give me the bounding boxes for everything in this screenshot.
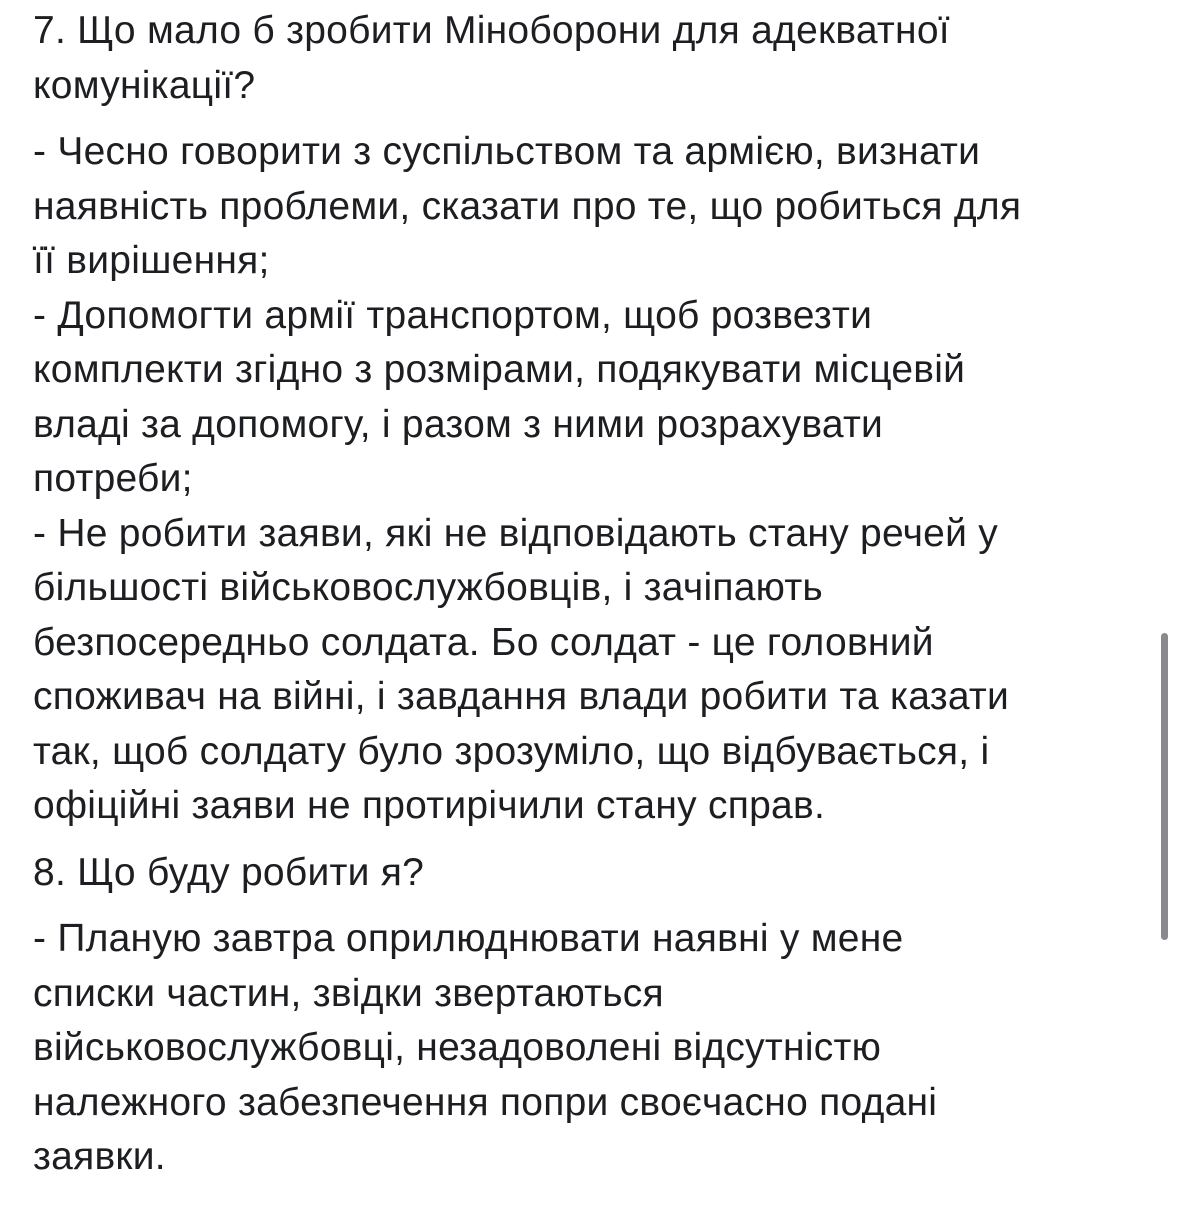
text-line: військовослужбовці, незадоволені відсутністю — [33, 1026, 882, 1069]
text-line: її вирішення; — [33, 239, 270, 282]
text-line: споживач на війні, і завдання влади робити та казати — [33, 675, 1010, 718]
text-line: - Не робити заяви, які не відповідають стану речей у — [33, 511, 998, 555]
text-line: - Планую завтра оприлюднювати наявні у мене — [33, 917, 904, 960]
scrollbar-thumb[interactable] — [1161, 633, 1168, 940]
text-line: комплекти згідно з розмірами, подякувати місцевій — [33, 348, 966, 391]
text-line: потреби; — [33, 457, 193, 500]
text-line: комунікації? — [33, 63, 256, 107]
text-line: більшості військовослужбовців, і зачіпають — [33, 566, 824, 609]
text-line: наявність проблеми, сказати про те, що робиться для — [33, 184, 1022, 228]
text-line: 8. Що буду робити я? — [33, 850, 425, 894]
text-line: списки частин, звідки звертаються — [33, 971, 664, 1015]
text-line: безпосередньо солдата. Бо солдат - це головний — [33, 620, 934, 664]
text-line: офіційні заяви не протирічили стану справ. — [33, 784, 826, 827]
post-text — [33, 4, 1143, 1185]
text-line: належного забезпечення попри своєчасно подані — [33, 1080, 938, 1124]
text-line: владі за допомогу, і разом з ними розрахувати — [33, 402, 884, 446]
text-line: - Допомогти армії транспортом, щоб розвезти — [33, 293, 873, 337]
text-line: заявки. — [33, 1135, 166, 1178]
text-line: - Чесно говорити з суспільством та армією, визнати — [33, 130, 981, 173]
text-line: так, щоб солдату було зрозуміло, що відбувається, і — [33, 729, 990, 773]
answer-8-paragraph — [33, 912, 1143, 1185]
answer-7-paragraph — [33, 125, 1143, 834]
text-line: 7. Що мало б зробити Міноборони для адекватної — [33, 9, 950, 52]
question-7-paragraph — [33, 4, 1143, 113]
question-8-paragraph — [33, 846, 1143, 901]
